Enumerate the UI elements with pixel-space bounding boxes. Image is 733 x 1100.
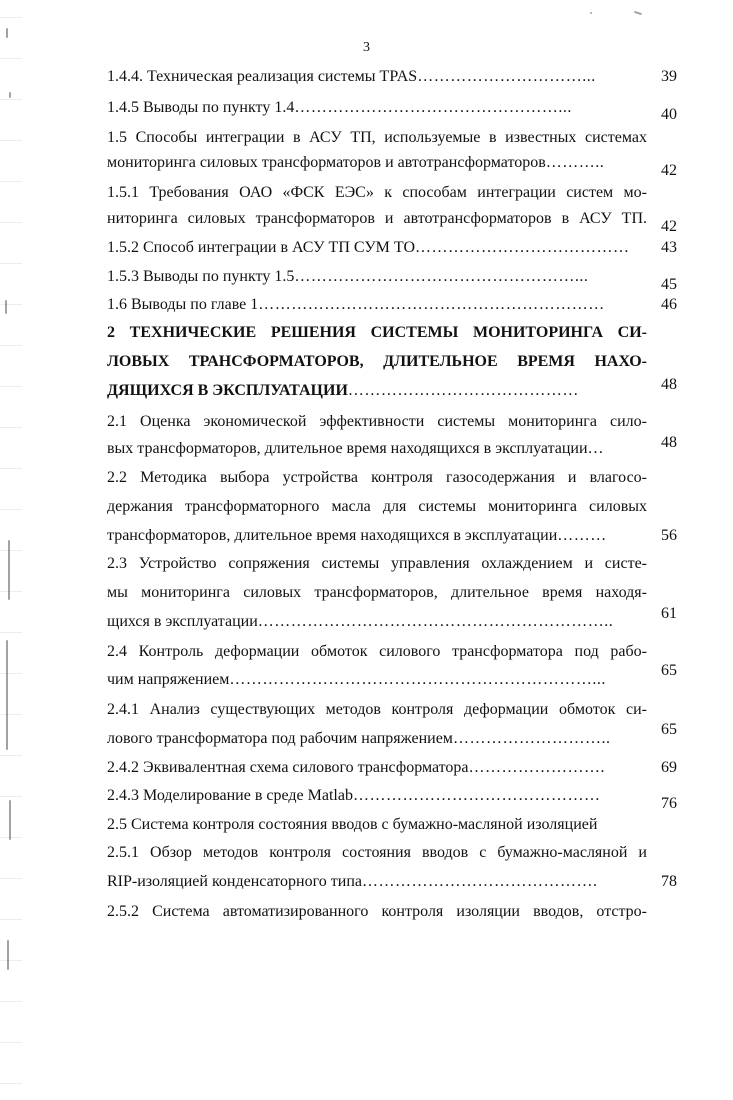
toc-line: мониторинга силовых трансформаторов и автотрансформаторов………..: [107, 154, 605, 171]
toc-line: 2.4 Контроль деформации обмоток силового трансформатора под рабо-: [107, 643, 647, 660]
toc-page-ref: 76: [661, 795, 677, 812]
toc-page-ref: 65: [661, 662, 677, 679]
toc-line: держания трансформаторного масла для системы мониторинга силовых: [107, 498, 647, 515]
scan-speck: [9, 92, 11, 98]
toc-line: 2.2 Методика выбора устройства контроля газосодержания и влагосо-: [107, 469, 647, 486]
toc-line: 2.4.2 Эквивалентная схема силового трансформатора…………………….: [107, 759, 606, 776]
toc-line: 2.5.2 Система автоматизированного контроля изоляции вводов, отстро-: [107, 903, 647, 920]
scan-speck: [6, 640, 8, 750]
toc-line: ниторинга силовых трансформаторов и автотрансформаторов в АСУ ТП.: [107, 210, 647, 227]
toc-line: 2.1 Оценка экономической эффективности системы мониторинга сило-: [107, 413, 647, 430]
toc-page-ref: 48: [661, 434, 677, 451]
page-number: 3: [363, 40, 370, 55]
toc-chapter-heading: ЛОВЫХ ТРАНСФОРМАТОРОВ, ДЛИТЕЛЬНОЕ ВРЕМЯ НАХО-: [107, 353, 647, 370]
toc-page-ref: 42: [661, 162, 677, 179]
toc-page-ref: 69: [661, 759, 677, 776]
toc-line: 2.3 Устройство сопряжения системы управления охлаждением и систе-: [107, 555, 647, 572]
toc-line: 2.4.1 Анализ существующих методов контроля деформации обмоток си-: [107, 701, 647, 718]
toc-line: мы мониторинга силовых трансформаторов, длительное время находя-: [107, 584, 647, 601]
toc-page-ref: 78: [661, 873, 677, 890]
scan-speck: [9, 800, 11, 840]
toc-line: 2.4.3 Моделирование в среде Matlab………………………………………: [107, 787, 601, 804]
scan-speck: [6, 28, 8, 38]
toc-chapter-heading: ДЯЩИХСЯ В ЭКСПЛУАТАЦИИ……………………………………: [107, 382, 579, 399]
toc-page-ref: 56: [661, 527, 677, 544]
toc-line: RIP-изоляцией конденсаторного типа…………………………………….: [107, 873, 598, 890]
toc-line: щихся в эксплуатации………………………………………………………..: [107, 613, 614, 630]
scan-speck: [5, 300, 7, 314]
scan-speck: [634, 11, 642, 15]
scan-speck: [8, 540, 10, 600]
toc-line: 2.5 Система контроля состояния вводов с бумажно-масляной изоляцией: [107, 816, 598, 833]
toc-page-ref: 42: [661, 218, 677, 235]
toc-line: вых трансформаторов, длительное время находящихся в эксплуатации…: [107, 440, 604, 457]
toc-line: лового трансформатора под рабочим напряжением………………………..: [107, 730, 611, 747]
scan-edge-artifact: [0, 0, 22, 1100]
toc-page-ref: 40: [661, 106, 677, 123]
toc-line: 1.5.2 Способ интеграции в АСУ ТП СУМ ТО…………………………………: [107, 239, 630, 256]
scan-speck: [590, 12, 592, 14]
toc-line: 1.4.4. Техническая реализация системы TPAS…………………………...: [107, 68, 596, 85]
toc-line: 1.5.1 Требования ОАО «ФСК ЕЭС» к способам интеграции систем мо-: [107, 184, 647, 201]
toc-line: трансформаторов, длительное время находящихся в эксплуатации………: [107, 527, 607, 544]
toc-page-ref: 45: [661, 276, 677, 293]
toc-page-ref: 65: [661, 721, 677, 738]
toc-line: 2.5.1 Обзор методов контроля состояния вводов с бумажно-масляной и: [107, 844, 647, 861]
scan-speck: [7, 940, 9, 970]
toc-line: чим напряжением…………………………………………………………...: [107, 671, 606, 688]
toc-page-ref: 48: [661, 376, 677, 393]
toc-page-ref: 61: [661, 605, 677, 622]
toc-page-ref: 39: [661, 68, 677, 85]
toc-line: 1.4.5 Выводы по пункту 1.4…………………………………………...: [107, 99, 572, 116]
toc-page-ref: 46: [661, 296, 677, 313]
toc-page-ref: 43: [661, 239, 677, 256]
toc-line: 1.5.3 Выводы по пункту 1.5……………………………………………...: [107, 268, 589, 285]
toc-line: 1.6 Выводы по главе 1………………………………………………………: [107, 296, 605, 313]
toc-chapter-heading: 2 ТЕХНИЧЕСКИЕ РЕШЕНИЯ СИСТЕМЫ МОНИТОРИНГА СИ-: [107, 324, 647, 341]
toc-line: 1.5 Способы интеграции в АСУ ТП, используемые в известных системах: [107, 129, 647, 146]
